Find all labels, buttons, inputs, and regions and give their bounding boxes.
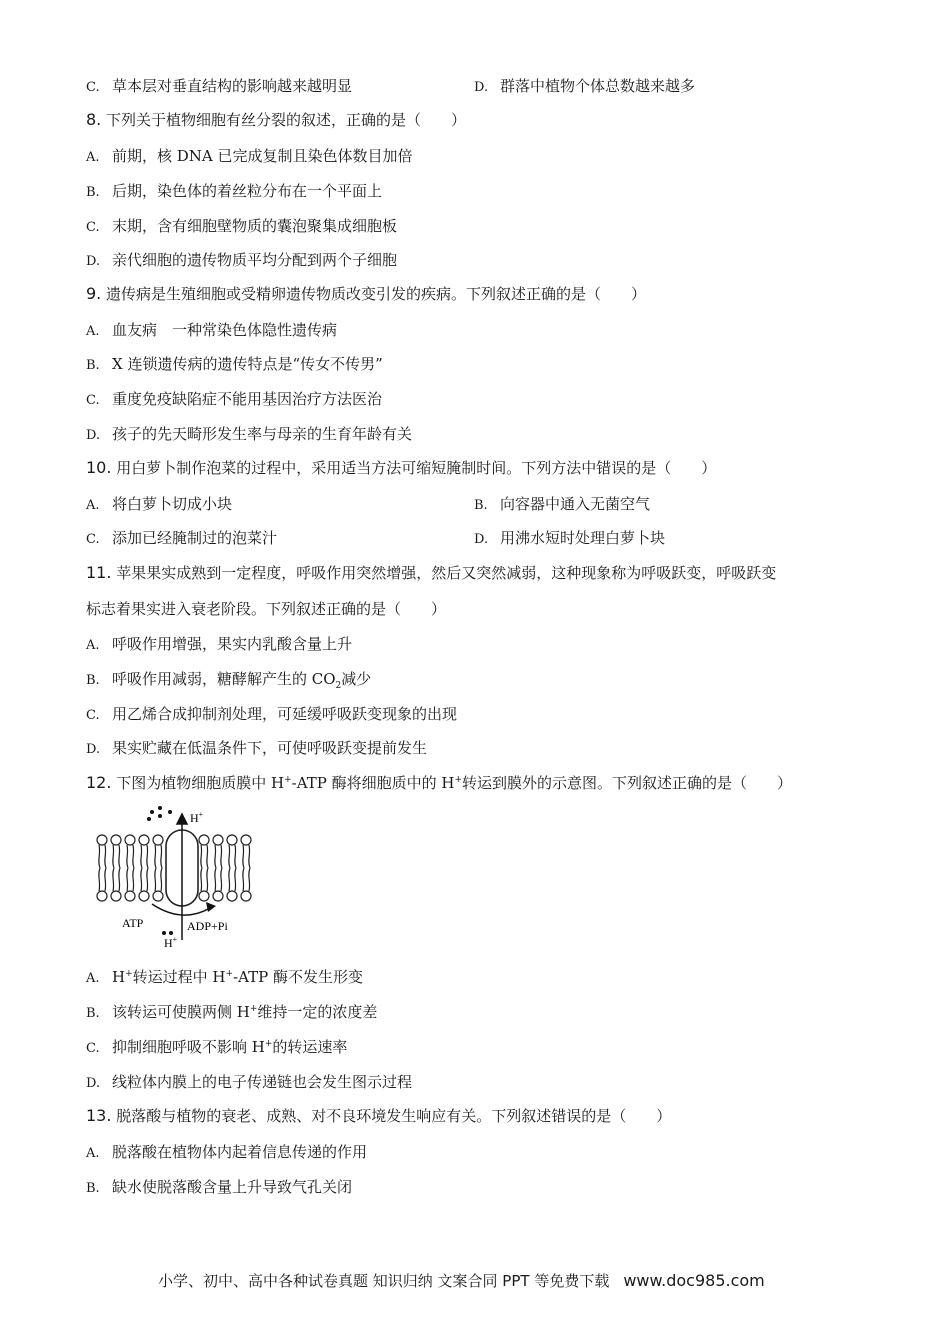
option-letter: B. xyxy=(86,673,100,688)
option-letter: B. xyxy=(86,185,100,200)
option-text: 前期，核 DNA 已完成复制且染色体数目加倍 xyxy=(112,147,413,165)
q10-option-a xyxy=(86,494,232,516)
option-letter: A. xyxy=(86,638,100,653)
option-text: 抑制细胞呼吸不影响 H xyxy=(112,1038,265,1056)
option-letter: A. xyxy=(86,498,100,513)
option-text: 线粒体内膜上的电子传递链也会发生图示过程 xyxy=(112,1073,413,1091)
q7-option-d xyxy=(474,76,695,98)
question-number: 12. xyxy=(86,773,112,792)
question-number: 9. xyxy=(86,284,102,303)
question-text: 苹果果实成熟到一定程度，呼吸作用突然增强，然后又突然减弱，这种现象称为呼吸跃变，呼吸跃变 xyxy=(116,564,777,582)
option-letter: B. xyxy=(86,1006,100,1021)
q7-option-c xyxy=(86,76,352,98)
h-atpase-membrane-diagram xyxy=(92,802,272,952)
q8-option-b xyxy=(86,181,382,203)
option-letter: B. xyxy=(86,358,100,373)
option-letter: C. xyxy=(86,1041,100,1056)
q9-option-d xyxy=(86,424,412,446)
q11-option-a xyxy=(86,634,352,656)
option-text: -ATP 酶不发生形变 xyxy=(233,968,363,986)
q10-option-d xyxy=(474,528,665,550)
question-text: 脱落酸与植物的衰老、成熟、对不良环境发生响应有关。下列叙述错误的是（ ） xyxy=(116,1107,672,1125)
option-text: 向容器中通入无菌空气 xyxy=(500,495,651,513)
option-text: 重度免疫缺陷症不能用基因治疗方法医治 xyxy=(112,390,383,408)
question-text: 转运到膜外的示意图。下列叙述正确的是（ ） xyxy=(461,774,792,792)
option-letter: D. xyxy=(86,428,101,443)
option-letter: B. xyxy=(474,498,488,513)
q13-stem xyxy=(86,1106,671,1126)
option-letter: A. xyxy=(86,150,100,165)
question-number: 10. xyxy=(86,458,112,477)
option-letter: D. xyxy=(86,742,101,757)
right-lipids xyxy=(199,835,251,901)
option-text: 脱落酸在植物体内起着信息传递的作用 xyxy=(112,1143,368,1161)
option-text: 草本层对垂直结构的影响越来越明显 xyxy=(112,77,353,95)
q13-option-a xyxy=(86,1142,367,1164)
option-text: H xyxy=(112,968,126,986)
h-ions-top xyxy=(147,806,172,821)
q11-option-b xyxy=(86,669,371,691)
option-letter: C. xyxy=(86,393,100,408)
q12-option-a xyxy=(86,967,363,989)
q10-option-b xyxy=(474,494,650,516)
h-ion-top-label: H+ xyxy=(190,810,204,825)
q8-option-a xyxy=(86,146,413,168)
option-letter: A. xyxy=(86,1146,100,1161)
option-text: 亲代细胞的遗传物质平均分配到两个子细胞 xyxy=(112,251,398,269)
option-text: 呼吸作用增强，果实内乳酸含量上升 xyxy=(112,635,353,653)
superscript: + xyxy=(249,1004,258,1014)
q9-option-a xyxy=(86,320,337,342)
option-letter: A. xyxy=(86,971,100,986)
option-letter: D. xyxy=(474,532,489,547)
atp-label: ATP xyxy=(122,916,144,930)
h-ions-bottom xyxy=(162,931,173,935)
q9-option-b xyxy=(86,354,383,376)
option-letter: C. xyxy=(86,708,100,723)
question-text: 用白萝卜制作泡菜的过程中，采用适当方法可缩短腌制时间。下列方法中错误的是（ ） xyxy=(116,459,717,477)
left-lipids xyxy=(97,835,163,901)
subscript: 2 xyxy=(335,681,342,691)
question-number: 13. xyxy=(86,1106,112,1125)
q10-stem xyxy=(86,458,716,478)
question-text: -ATP 酶将细胞质中的 H xyxy=(291,774,455,792)
q8-option-d xyxy=(86,250,397,272)
q13-option-b xyxy=(86,1177,352,1199)
q11-stem-line2 xyxy=(86,599,446,619)
question-number: 11. xyxy=(86,563,112,582)
q11-option-c xyxy=(86,704,457,726)
option-letter: A. xyxy=(86,324,100,339)
question-text: 遗传病是生殖细胞或受精卵遗传物质改变引发的疾病。下列叙述正确的是（ ） xyxy=(106,285,647,303)
question-text: 下列关于植物细胞有丝分裂的叙述，正确的是（ ） xyxy=(106,111,467,129)
option-letter: D. xyxy=(474,80,489,95)
option-text: 呼吸作用减弱，糖酵解产生的 CO xyxy=(112,670,336,688)
option-text: 后期，染色体的着丝粒分布在一个平面上 xyxy=(112,182,383,200)
option-letter: B. xyxy=(86,1181,100,1196)
superscript: + xyxy=(225,969,234,979)
option-text: 维持一定的浓度差 xyxy=(257,1003,378,1021)
q12-option-c xyxy=(86,1037,347,1059)
q10-option-c xyxy=(86,528,277,550)
q11-stem-line1 xyxy=(86,563,776,583)
option-letter: C. xyxy=(86,220,100,235)
footer-url[interactable]: www.doc985.com xyxy=(623,1271,765,1290)
option-text: 孩子的先天畸形发生率与母亲的生育年龄有关 xyxy=(112,425,413,443)
footer-text: 小学、初中、高中各种试卷真题 知识归纳 文案合同 PPT 等免费下载 xyxy=(158,1272,610,1290)
question-text: 标志着果实进入衰老阶段。下列叙述正确的是（ ） xyxy=(86,600,447,618)
q12-option-b xyxy=(86,1002,377,1024)
option-text: 用沸水短时处理白萝卜块 xyxy=(500,529,666,547)
option-text: 的转运速率 xyxy=(272,1038,348,1056)
q9-stem xyxy=(86,284,646,304)
option-text: 该转运可使膜两侧 H xyxy=(112,1003,250,1021)
superscript: + xyxy=(454,775,462,785)
page-footer xyxy=(158,1270,765,1291)
q12-stem xyxy=(86,773,792,793)
option-text: 转运过程中 H xyxy=(132,968,226,986)
option-text: 将白萝卜切成小块 xyxy=(112,495,233,513)
option-letter: D. xyxy=(86,1076,101,1091)
option-text: 果实贮藏在低温条件下，可使呼吸跃变提前发生 xyxy=(112,739,428,757)
option-text: 血友病 一种常染色体隐性遗传病 xyxy=(112,321,338,339)
option-letter: D. xyxy=(86,254,101,269)
q8-option-c xyxy=(86,216,397,238)
option-text: 末期，含有细胞壁物质的囊泡聚集成细胞板 xyxy=(112,217,398,235)
option-text: 群落中植物个体总数越来越多 xyxy=(500,77,696,95)
q11-option-d xyxy=(86,738,427,760)
question-number: 8. xyxy=(86,110,102,129)
superscript: + xyxy=(125,969,133,979)
option-text: 缺水使脱落酸含量上升导致气孔关闭 xyxy=(112,1178,353,1196)
q9-option-c xyxy=(86,389,382,411)
option-letter: C. xyxy=(86,80,100,95)
option-text: X 连锁遗传病的遗传特点是“传女不传男” xyxy=(112,355,383,373)
adp-pi-label: ADP+Pi xyxy=(187,919,228,933)
q8-stem xyxy=(86,110,466,130)
h-ion-bottom-label: H+ xyxy=(164,935,178,950)
option-letter: C. xyxy=(86,532,100,547)
superscript: + xyxy=(264,1039,273,1049)
question-text: 下图为植物细胞质膜中 H xyxy=(116,774,285,792)
option-text: 用乙烯合成抑制剂处理，可延缓呼吸跃变现象的出现 xyxy=(112,705,458,723)
q12-option-d xyxy=(86,1072,412,1094)
option-text: 添加已经腌制过的泡菜汁 xyxy=(112,529,278,547)
superscript: + xyxy=(284,775,292,785)
arrowhead xyxy=(206,902,216,912)
option-text-tail: 减少 xyxy=(341,670,372,688)
